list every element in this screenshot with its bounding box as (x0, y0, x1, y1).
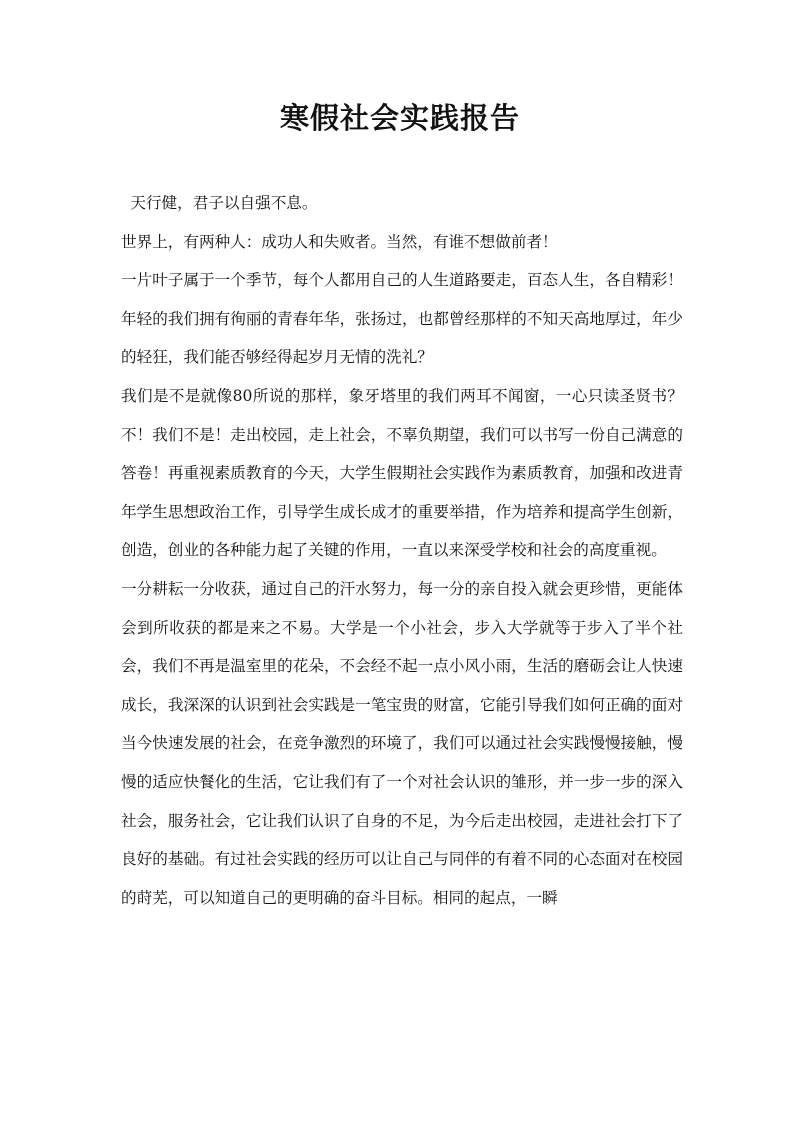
paragraph-ivory-tower: 我们是不是就像80所说的那样，象牙塔里的我们两耳不闻窗，一心只读圣贤书？不！我们不是！走出校园，走上社会，不辜负期望，我们可以书写一份自己满意的答卷！再重视素质教育的今天，大学生假期社会实践作为素质教育，加强和改进青年学生思想政治工作，引导学生成长成才的重要举措，作为培养和提高学生创新，创造，创业的各种能力起了关键的作用，一直以来深受学校和社会的高度重视。 (121, 386, 683, 560)
paragraph-two-kinds-of-people: 世界上，有两种人：成功人和失败者。当然，有谁不想做前者！ (121, 232, 558, 251)
document-title: 寒假社会实践报告 (279, 101, 520, 135)
document-body (121, 184, 683, 917)
paragraph-leaf-season: 一片叶子属于一个季节，每个人都用自己的人生道路要走，百态人生，各自精彩！年轻的我们拥有徇丽的青春年华，张扬过，也都曾经那样的不知天高地厚过，年少的轻狂，我们能否够经得起岁月无情的洗礼？ (121, 271, 683, 367)
paragraph-hard-work: 一分耕耘一分收获，通过自己的汗水努力，每一分的亲自投入就会更珍惜，更能体会到所收获的都是来之不易。大学是一个小社会，步入大学就等于步入了半个社会，我们不再是温室里的花朵，不会经不起一点小风小雨，生活的磨砺会让人快速成长，我深深的认识到社会实践是一笔宝贵的财富，它能引导我们如何正确的面对当今快速发展的社会，在竞争激烈的环境了，我们可以通过社会实践慢慢接触，慢慢的适应快餐化的生活，它让我们有了一个对社会认识的雏形，并一步一步的深入社会，服务社会，它让我们认识了自身的不足，为今后走出校园，走进社会打下了良好的基础。有过社会实践的经历可以让自己与同伴的有着不同的心态面对在校园的莳芜，可以知道自己的更明确的奋斗目标。相同的起点，一瞬 (121, 579, 683, 907)
paragraph-motto: 天行健，君子以自强不息。 (130, 194, 318, 212)
